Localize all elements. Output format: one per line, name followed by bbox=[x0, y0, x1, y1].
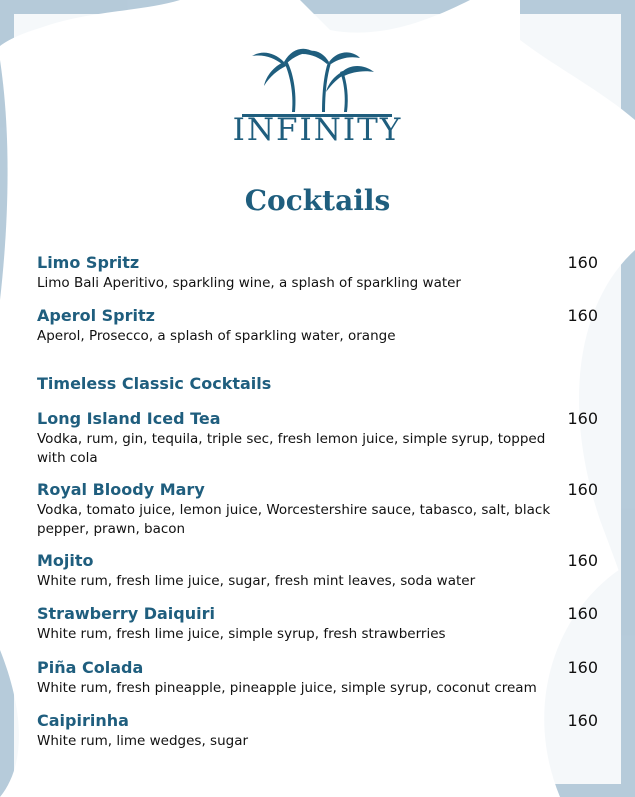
item-price: 160 bbox=[567, 409, 598, 428]
item-price: 160 bbox=[567, 480, 598, 499]
item-name: Limo Spritz bbox=[37, 253, 140, 272]
menu-item bbox=[37, 551, 597, 591]
menu-item bbox=[37, 480, 597, 539]
menu-item bbox=[37, 306, 597, 346]
item-price: 160 bbox=[567, 711, 598, 730]
item-name: Royal Bloody Mary bbox=[37, 480, 205, 499]
menu-item bbox=[37, 711, 597, 751]
item-description: White rum, lime wedges, sugar bbox=[37, 733, 249, 749]
menu-item bbox=[37, 409, 597, 468]
item-price: 160 bbox=[567, 551, 598, 570]
menu-item bbox=[37, 658, 597, 698]
menu-item bbox=[37, 253, 597, 293]
item-description: Limo Bali Aperitivo, sparkling wine, a splash of sparkling water bbox=[37, 275, 461, 291]
menu-item bbox=[37, 604, 597, 644]
brand-name: INFINITY bbox=[232, 112, 403, 148]
item-price: 160 bbox=[567, 604, 598, 623]
item-name: Strawberry Daiquiri bbox=[37, 604, 215, 623]
item-price: 160 bbox=[567, 658, 598, 677]
item-price: 160 bbox=[567, 306, 598, 325]
item-description: Vodka, rum, gin, tequila, triple sec, fresh lemon juice, simple syrup, topped with cola bbox=[37, 431, 546, 466]
item-description: Vodka, tomato juice, lemon juice, Worcestershire sauce, tabasco, salt, black pepper, prawn, bacon bbox=[37, 502, 551, 537]
item-description: White rum, fresh lime juice, simple syrup, fresh strawberries bbox=[37, 626, 446, 642]
item-description: Aperol, Prosecco, a splash of sparkling water, orange bbox=[37, 328, 396, 344]
item-price: 160 bbox=[567, 253, 598, 272]
item-name: Caipirinha bbox=[37, 711, 129, 730]
item-name: Mojito bbox=[37, 551, 94, 570]
item-name: Long Island Iced Tea bbox=[37, 409, 221, 428]
page-title: Cocktails bbox=[244, 184, 391, 217]
section-heading: Timeless Classic Cocktails bbox=[37, 374, 272, 393]
item-description: White rum, fresh pineapple, pineapple juice, simple syrup, coconut cream bbox=[37, 680, 537, 696]
item-description: White rum, fresh lime juice, sugar, fresh mint leaves, soda water bbox=[37, 573, 476, 589]
item-name: Aperol Spritz bbox=[37, 306, 155, 325]
item-name: Piña Colada bbox=[37, 658, 144, 677]
